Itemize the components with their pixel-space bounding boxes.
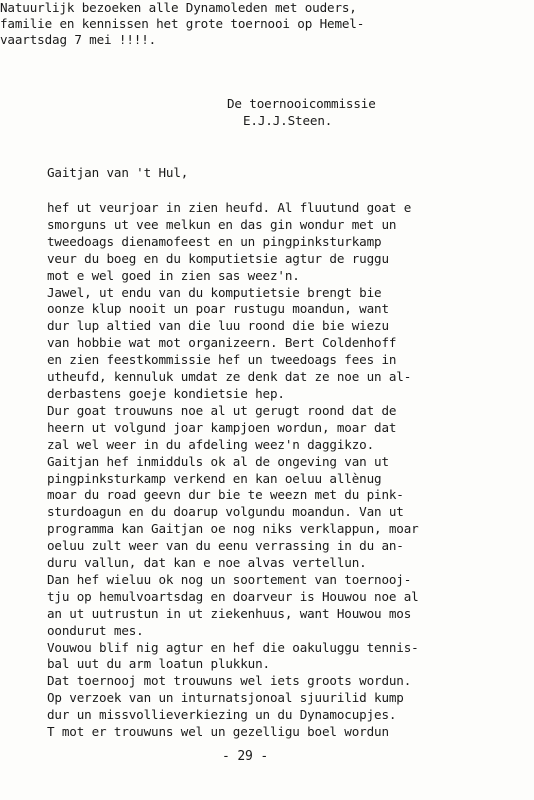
body-line: programma kan Gaitjan oe nog niks verklappun, moar (47, 521, 419, 537)
signature-committee: De toernooicommissie (227, 96, 376, 111)
body-line: van hobbie wat mot organizeern. Bert Coldenhoff (47, 335, 397, 351)
body-line: en zien feestkommissie hef un tweedoags fees in (47, 352, 397, 368)
body-line: duru vallun, dat kan e noe alvas vertellun. (47, 555, 367, 571)
intro-line: Natuurlijk bezoeken alle Dynamoleden met ouders, (0, 0, 357, 15)
body-line: oondurut mes. (47, 622, 144, 638)
page-number: - 29 - (222, 749, 269, 764)
body-line: Op verzoek van un inturnatsjonoal sjuurilid kump (47, 690, 404, 706)
body-line: utheufd, kennuluk umdat ze denk dat ze noe un al- (47, 369, 412, 385)
body-line: veur du boeg en du komputietsie agtur de ruggu (47, 250, 389, 266)
intro-paragraph (0, 0, 534, 48)
body-line: an ut uutrustun in ut ziekenhuus, want Houwou mos (47, 605, 412, 621)
body-line: smorguns ut vee melkun en das gin wondur met un (47, 216, 397, 232)
body-line: sturdoagun en du doarup volgundu moandun. Van ut (47, 504, 404, 520)
body-line: mot e wel goed in zien sas weez'n. (47, 267, 300, 283)
body-line: tju op hemulvoartsdag en doarveur is Houwou noe al (47, 588, 419, 604)
body-line: moar du road geevn dur bie te weezn met du pink- (47, 487, 404, 503)
signature-name: E.J.J.Steen. (243, 113, 333, 128)
body-line: tweedoags dienamofeest en un pingpinksturkamp (47, 233, 382, 249)
body-line: Dur goat trouwuns noe al ut gerugt roond dat de (47, 402, 397, 418)
body-line: Dan hef wieluu ok nog un soortement van toernooj- (47, 571, 412, 587)
body-line: oonze klup nooit un poar rustugu moandun, want (47, 301, 389, 317)
greeting-line: Gaitjan van 't Hul, (47, 165, 189, 180)
body-line: Vouwou blif nig agtur en hef die oakuluggu tennis- (47, 639, 419, 655)
body-line: hef ut veurjoar in zien heufd. Al fluutund goat e (47, 200, 412, 215)
body-line: dur un missvollieverkiezing un du Dynamocupjes. (47, 707, 397, 723)
intro-line: vaartsdag 7 mei !!!!. (0, 32, 157, 47)
body-line: dur lup altied van die luu roond die bie wiezu (47, 318, 389, 334)
body-line: pingpinksturkamp verkend en kan oeluu allènug (47, 470, 382, 486)
body-line: oeluu zult weer van du eenu verrassing in du an- (47, 538, 404, 554)
body-line: heern ut volgund joar kampjoen wordun, moar dat (47, 419, 397, 435)
body-paragraph (47, 200, 517, 741)
body-line: T mot er trouwuns wel un gezelligu boel wordun (47, 724, 389, 740)
body-line: Gaitjan hef inmidduls ok al de ongeving van ut (47, 453, 389, 469)
body-line: Jawel, ut endu van du komputietsie brengt bie (47, 284, 382, 300)
body-line: Dat toernooj mot trouwuns wel iets groots wordun. (47, 673, 412, 689)
intro-line: familie en kennissen het grote toernooi op Hemel- (0, 16, 365, 31)
body-line: bal uut du arm loatun plukkun. (47, 656, 270, 672)
body-line: derbastens goeje kondietsie hep. (47, 385, 285, 401)
body-line: zal wel weer in du afdeling weez'n daggikzo. (47, 436, 375, 452)
